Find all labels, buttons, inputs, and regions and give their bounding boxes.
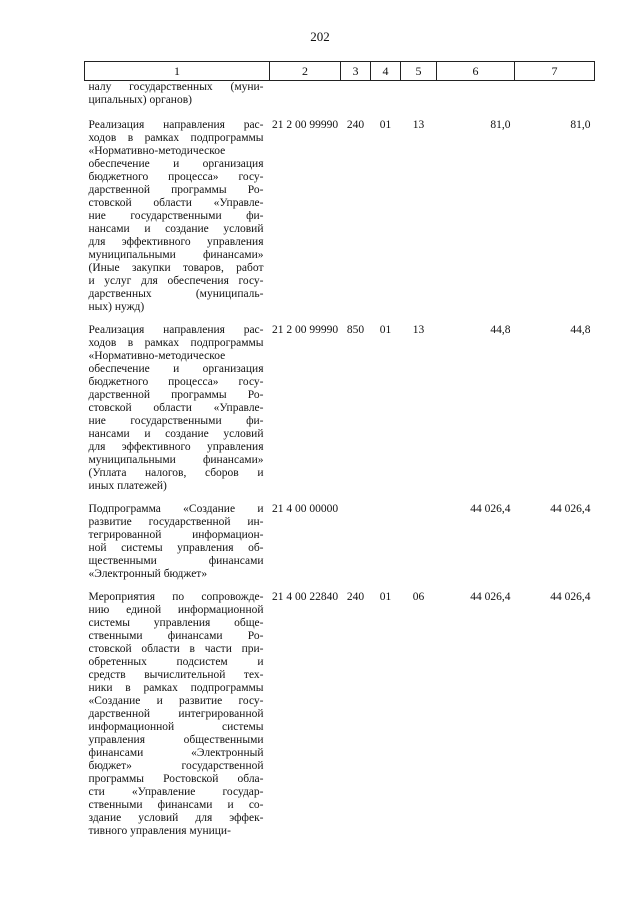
description-line: программы Ростовской обла-	[88, 773, 264, 785]
row-section	[371, 503, 401, 591]
row-expense-type: 850	[346, 324, 365, 336]
description-line: «Нормативно-методическое	[88, 145, 226, 157]
description-line: налу государственных (муни-	[88, 81, 264, 93]
row-amount-year-1: 44 026,4	[470, 591, 511, 603]
row-description	[85, 503, 270, 591]
description-line: стовской области «Управле-	[88, 402, 264, 414]
description-line: ных) нужд)	[88, 301, 145, 313]
description-line: (Уплата налогов, сборов и	[88, 467, 264, 479]
description-line: системы управления обще-	[88, 617, 264, 629]
row-target-code: 21 4 00 22840	[271, 591, 339, 603]
row-subsection: 06	[412, 591, 425, 603]
description-line: обретенных подсистем и	[88, 656, 264, 668]
column-header-7: 7	[515, 62, 595, 81]
description-line: бюджет» государственной	[88, 760, 264, 772]
budget-table	[84, 61, 595, 848]
row-amount-year-2: 44,8	[570, 324, 591, 336]
description-line: информационной системы	[88, 721, 264, 733]
description-line: тивного управления муници-	[88, 825, 231, 837]
row-expense-type: 240	[346, 591, 365, 603]
description-line: стовской области в части при-	[88, 643, 264, 655]
row-expense-type	[341, 503, 371, 591]
description-line: «Электронный бюджет»	[88, 568, 208, 580]
column-header-2: 2	[270, 62, 341, 81]
column-header-5: 5	[401, 62, 437, 81]
description-line: для эффективного управления	[88, 441, 264, 453]
table-row	[85, 503, 595, 591]
description-line: ственными финансами и со-	[88, 799, 264, 811]
description-line: дарственной программы Ро-	[88, 184, 264, 196]
column-header-6: 6	[437, 62, 515, 81]
row-section: 01	[379, 119, 392, 131]
description-line: обеспечение и организация	[88, 158, 264, 170]
description-line: ние государственными фи-	[88, 415, 264, 427]
row-amount-year-2: 44 026,4	[550, 503, 591, 515]
row-amount-year-1: 81,0	[490, 119, 511, 131]
description-line: щественными финансами	[88, 555, 264, 567]
description-line: тегрированной информацион-	[88, 529, 264, 541]
row-target-code: 21 2 00 99990	[271, 324, 339, 336]
description-line: ходов в рамках подпрограммы	[88, 132, 264, 144]
description-line: иных платежей)	[88, 480, 167, 492]
table-header	[85, 62, 595, 81]
row-description	[85, 119, 270, 324]
description-line: для эффективного управления	[88, 236, 264, 248]
row-amount-year-1: 44 026,4	[470, 503, 511, 515]
description-line: ципальных) органов)	[88, 94, 192, 106]
row-amount-year-1	[437, 81, 515, 120]
row-subsection	[401, 503, 437, 591]
description-line: дарственной программы Ро-	[88, 389, 264, 401]
row-subsection: 13	[412, 324, 425, 336]
row-expense-type: 240	[346, 119, 365, 131]
row-amount-year-2	[515, 81, 595, 120]
row-target-code	[270, 81, 341, 120]
description-line: Подпрограмма «Создание и	[88, 503, 264, 515]
description-line: нансами и создание условий	[88, 223, 264, 235]
description-line: развитие государственной ин-	[88, 516, 264, 528]
row-description	[85, 324, 270, 503]
description-line: дарственных (муниципаль-	[88, 288, 264, 300]
description-line: бюджетного процесса» госу-	[88, 376, 264, 388]
row-subsection	[401, 81, 437, 120]
description-line: муниципальными финансами»	[88, 249, 264, 261]
row-section: 01	[379, 324, 392, 336]
description-line: дарственной интегрированной	[88, 708, 264, 720]
description-line: муниципальными финансами»	[88, 454, 264, 466]
table-row	[85, 324, 595, 503]
description-line: ной системы управления об-	[88, 542, 264, 554]
description-line: стовской области «Управле-	[88, 197, 264, 209]
description-line: нию единой информационной	[88, 604, 264, 616]
row-amount-year-1: 44,8	[490, 324, 511, 336]
table-row	[85, 591, 595, 848]
row-expense-type	[341, 81, 371, 120]
description-line: Реализация направления рас-	[88, 119, 264, 131]
description-line: ходов в рамках подпрограммы	[88, 337, 264, 349]
description-line: финансами «Электронный	[88, 747, 264, 759]
description-line: обеспечение и организация	[88, 363, 264, 375]
description-line: управления общественными	[88, 734, 264, 746]
column-header-3: 3	[341, 62, 371, 81]
description-line: здание условий для эффек-	[88, 812, 264, 824]
description-line: средств вычислительной тех-	[88, 669, 264, 681]
page-number: 202	[310, 29, 330, 44]
description-line: (Иные закупки товаров, работ	[88, 262, 264, 274]
column-header-4: 4	[371, 62, 401, 81]
description-line: нансами и создание условий	[88, 428, 264, 440]
row-amount-year-2: 81,0	[570, 119, 591, 131]
table-row	[85, 119, 595, 324]
description-line: Мероприятия по сопровожде-	[88, 591, 264, 603]
row-description	[85, 81, 270, 120]
row-amount-year-2: 44 026,4	[550, 591, 591, 603]
row-target-code: 21 2 00 99990	[271, 119, 339, 131]
description-line: Реализация направления рас-	[88, 324, 264, 336]
row-description	[85, 591, 270, 848]
description-line: ственными финансами Ро-	[88, 630, 264, 642]
column-header-1: 1	[85, 62, 270, 81]
description-line: сти «Управление государ-	[88, 786, 264, 798]
table-row	[85, 81, 595, 120]
row-section: 01	[379, 591, 392, 603]
row-target-code: 21 4 00 00000	[271, 503, 339, 515]
table-body	[85, 81, 595, 849]
description-line: «Создание и развитие госу-	[88, 695, 264, 707]
description-line: бюджетного процесса» госу-	[88, 171, 264, 183]
description-line: и услуг для обеспечения госу-	[88, 275, 264, 287]
description-line: ние государственными фи-	[88, 210, 264, 222]
description-line: «Нормативно-методическое	[88, 350, 226, 362]
description-line: ники в рамках подпрограммы	[88, 682, 264, 694]
row-subsection: 13	[412, 119, 425, 131]
row-section	[371, 81, 401, 120]
